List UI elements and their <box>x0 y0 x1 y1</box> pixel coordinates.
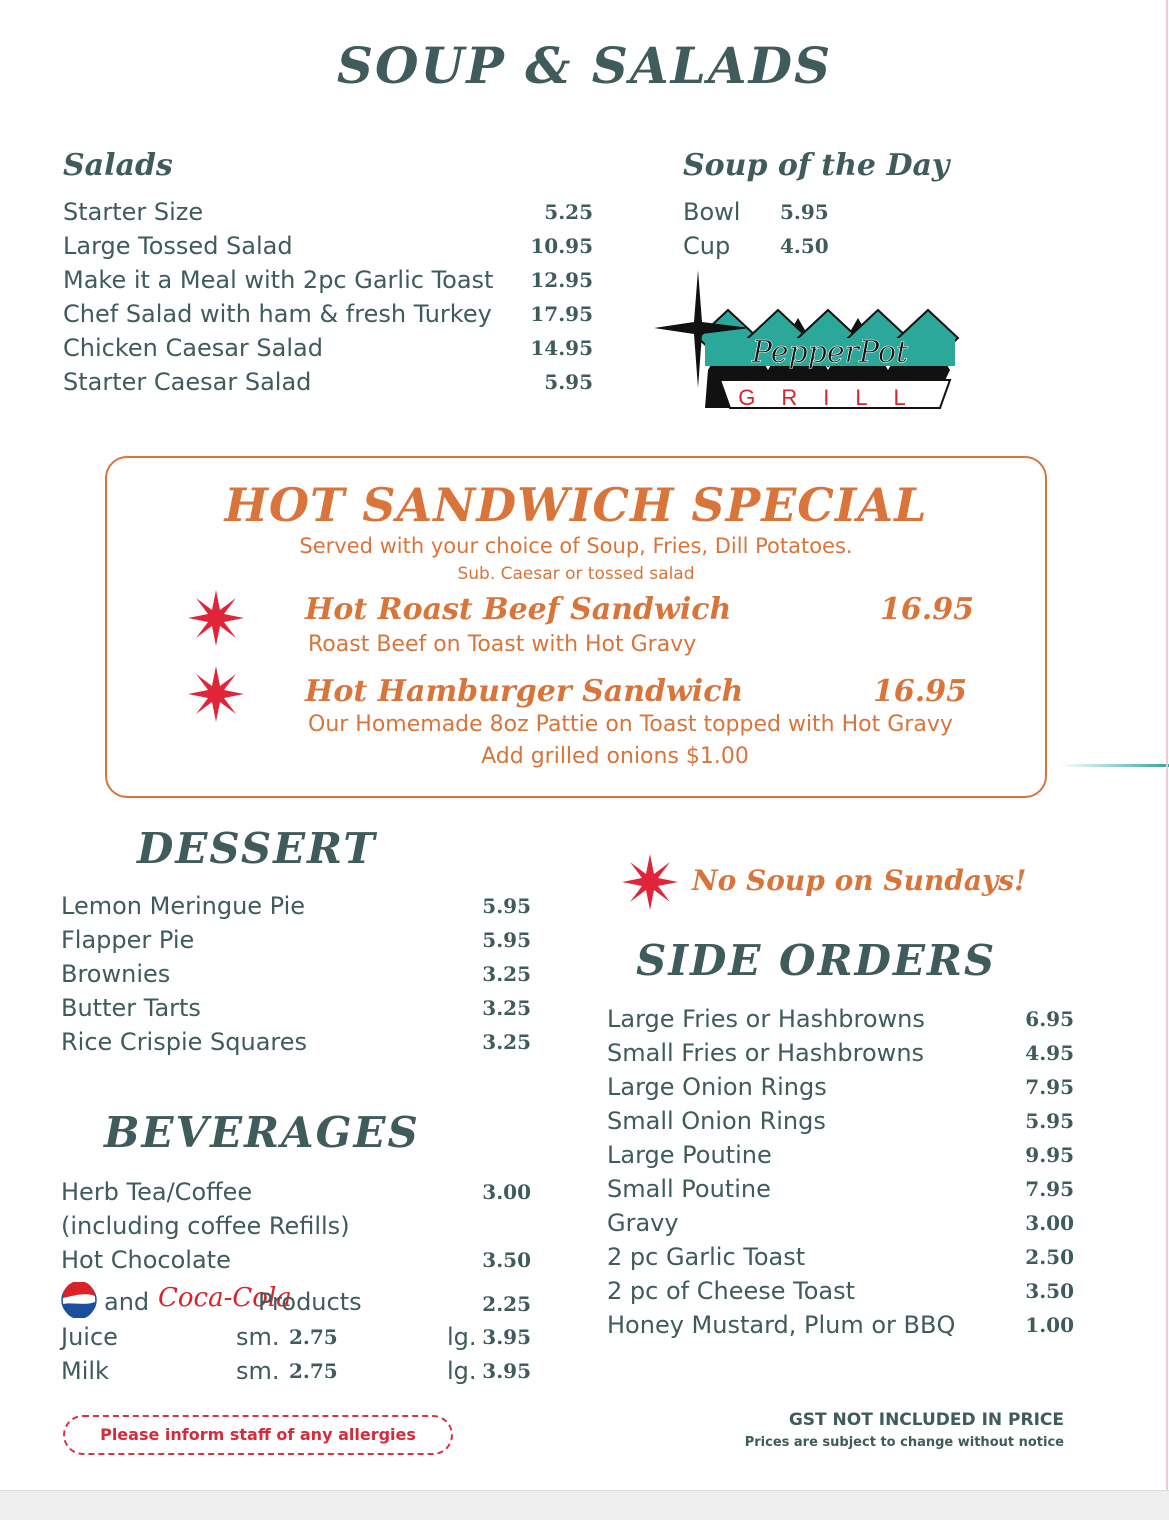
item-name: Chef Salad with ham & fresh Turkey <box>63 300 492 328</box>
list-item <box>607 1036 1074 1070</box>
no-soup-notice: No Soup on Sundays! <box>692 864 1027 897</box>
list-item <box>683 229 833 263</box>
item-name: Small Onion Rings <box>607 1107 826 1135</box>
size-large-label: lg. <box>447 1357 477 1385</box>
allergy-notice: Please inform staff of any allergies <box>63 1415 453 1455</box>
item-price: 6.95 <box>1025 1007 1074 1031</box>
item-price: 3.50 <box>1025 1279 1074 1303</box>
list-item <box>607 1240 1074 1274</box>
list-item-note <box>61 1209 531 1243</box>
item-name: Hot Chocolate <box>61 1246 231 1274</box>
item-name: Herb Tea/Coffee <box>61 1178 253 1206</box>
item-price: 3.25 <box>482 1030 531 1054</box>
item-price: 12.95 <box>530 268 593 292</box>
item-name: Large Fries or Hashbrowns <box>607 1005 925 1033</box>
list-item <box>61 1320 531 1354</box>
item-price: 1.00 <box>1025 1313 1074 1337</box>
dessert-heading: DESSERT <box>137 824 377 873</box>
item-name: Small Fries or Hashbrowns <box>607 1039 925 1067</box>
item-name: Make it a Meal with 2pc Garlic Toast <box>63 266 494 294</box>
item-price: 5.95 <box>482 928 531 952</box>
item-name: Chicken Caesar Salad <box>63 334 323 362</box>
item-price: 10.95 <box>530 234 593 258</box>
item-price: 4.50 <box>780 234 829 258</box>
size-small-label: sm. <box>236 1323 280 1351</box>
item-name: Cup <box>683 232 731 260</box>
logo-name: PepperPot <box>751 335 909 370</box>
price-small: 2.75 <box>289 1325 338 1349</box>
soup-heading: Soup of the Day <box>683 148 950 183</box>
special-item-name: Hot Roast Beef Sandwich <box>305 592 732 627</box>
list-item <box>61 1175 531 1209</box>
item-name: Gravy <box>607 1209 679 1237</box>
star-icon <box>188 666 244 722</box>
list-item <box>63 263 593 297</box>
special-subtitle-2: Sub. Caesar or tossed salad <box>457 564 695 584</box>
item-price: 3.00 <box>1025 1211 1074 1235</box>
list-item <box>61 957 531 991</box>
decorative-line <box>1060 764 1169 767</box>
price-change-notice: Prices are subject to change without notice <box>744 1435 1064 1450</box>
star-icon <box>188 590 244 646</box>
item-name: Brownies <box>61 960 171 988</box>
list-item <box>61 1025 531 1059</box>
item-name: Juice <box>61 1323 118 1351</box>
item-price: 5.95 <box>780 200 829 224</box>
item-price: 5.25 <box>544 200 593 224</box>
item-name: Honey Mustard, Plum or BBQ <box>607 1311 956 1339</box>
price-large: 3.95 <box>482 1359 531 1383</box>
list-item <box>607 1206 1074 1240</box>
list-item <box>63 297 593 331</box>
item-name: Small Poutine <box>607 1175 771 1203</box>
item-name: Starter Caesar Salad <box>63 368 312 396</box>
item-name: Large Poutine <box>607 1141 772 1169</box>
item-name: Milk <box>61 1357 109 1385</box>
item-name: Rice Crispie Squares <box>61 1028 308 1056</box>
gst-notice: GST NOT INCLUDED IN PRICE <box>788 1410 1064 1430</box>
list-item <box>607 1070 1074 1104</box>
page-title: SOUP & SALADS <box>336 36 833 95</box>
price-large: 3.95 <box>482 1325 531 1349</box>
special-addon: Add grilled onions $1.00 <box>481 744 749 769</box>
item-price: 3.25 <box>482 996 531 1020</box>
item-price: 7.95 <box>1025 1177 1074 1201</box>
list-item <box>607 1138 1074 1172</box>
item-name: Flapper Pie <box>61 926 195 954</box>
special-item-price: 16.95 <box>880 592 974 627</box>
list-item <box>63 229 593 263</box>
list-item <box>683 195 833 229</box>
item-name: Large Tossed Salad <box>63 232 293 260</box>
special-item-name: Hot Hamburger Sandwich <box>305 674 744 709</box>
list-item <box>63 195 593 229</box>
soda-and: and <box>104 1288 150 1316</box>
item-price: 2.25 <box>482 1292 531 1316</box>
list-item <box>61 991 531 1025</box>
special-item-desc: Roast Beef on Toast with Hot Gravy <box>308 632 697 657</box>
item-price: 3.25 <box>482 962 531 986</box>
list-item <box>61 923 531 957</box>
special-title: HOT SANDWICH SPECIAL <box>224 478 928 532</box>
sides-heading: SIDE ORDERS <box>636 936 997 985</box>
size-large-label: lg. <box>447 1323 477 1351</box>
item-price: 4.95 <box>1025 1041 1074 1065</box>
special-subtitle: Served with your choice of Soup, Fries, Dill Potatoes. <box>299 534 853 558</box>
page-edge <box>1166 0 1168 1519</box>
special-item-desc: Our Homemade 8oz Pattie on Toast topped with Hot Gravy <box>308 712 953 737</box>
page-bottom-edge <box>0 1490 1169 1520</box>
item-name: Lemon Meringue Pie <box>61 892 306 920</box>
item-price: 5.95 <box>1025 1109 1074 1133</box>
item-price: 7.95 <box>1025 1075 1074 1099</box>
list-item <box>63 365 593 399</box>
item-name: 2 pc of Cheese Toast <box>607 1277 856 1305</box>
item-note: (including coffee Refills) <box>61 1212 350 1240</box>
item-price: 5.95 <box>482 894 531 918</box>
item-name: Starter Size <box>63 198 204 226</box>
list-item <box>607 1002 1074 1036</box>
price-small: 2.75 <box>289 1359 338 1383</box>
item-price: 3.00 <box>482 1180 531 1204</box>
item-price: 9.95 <box>1025 1143 1074 1167</box>
coca-cola-logo: Coca-Cola <box>158 1283 292 1313</box>
item-price: 2.50 <box>1025 1245 1074 1269</box>
salads-heading: Salads <box>63 148 173 183</box>
list-item <box>61 889 531 923</box>
list-item <box>607 1172 1074 1206</box>
list-item <box>61 1243 531 1277</box>
pepsi-logo-icon <box>61 1282 97 1318</box>
list-item <box>607 1274 1074 1308</box>
beverages-heading: BEVERAGES <box>104 1108 420 1157</box>
pepperpot-grill-logo <box>650 270 980 415</box>
logo-sub: GRILL <box>738 385 932 410</box>
item-price: 14.95 <box>530 336 593 360</box>
item-price: 17.95 <box>530 302 593 326</box>
list-item <box>63 331 593 365</box>
soda-products: Products <box>258 1288 362 1316</box>
list-item <box>61 1354 531 1388</box>
list-item <box>607 1308 1074 1342</box>
item-price: 3.50 <box>482 1248 531 1272</box>
item-name: Bowl <box>683 198 741 226</box>
item-name: 2 pc Garlic Toast <box>607 1243 806 1271</box>
item-name: Large Onion Rings <box>607 1073 827 1101</box>
star-icon <box>622 854 678 910</box>
special-item-price: 16.95 <box>873 674 967 709</box>
size-small-label: sm. <box>236 1357 280 1385</box>
item-name: Butter Tarts <box>61 994 201 1022</box>
item-price: 5.95 <box>544 370 593 394</box>
list-item <box>607 1104 1074 1138</box>
